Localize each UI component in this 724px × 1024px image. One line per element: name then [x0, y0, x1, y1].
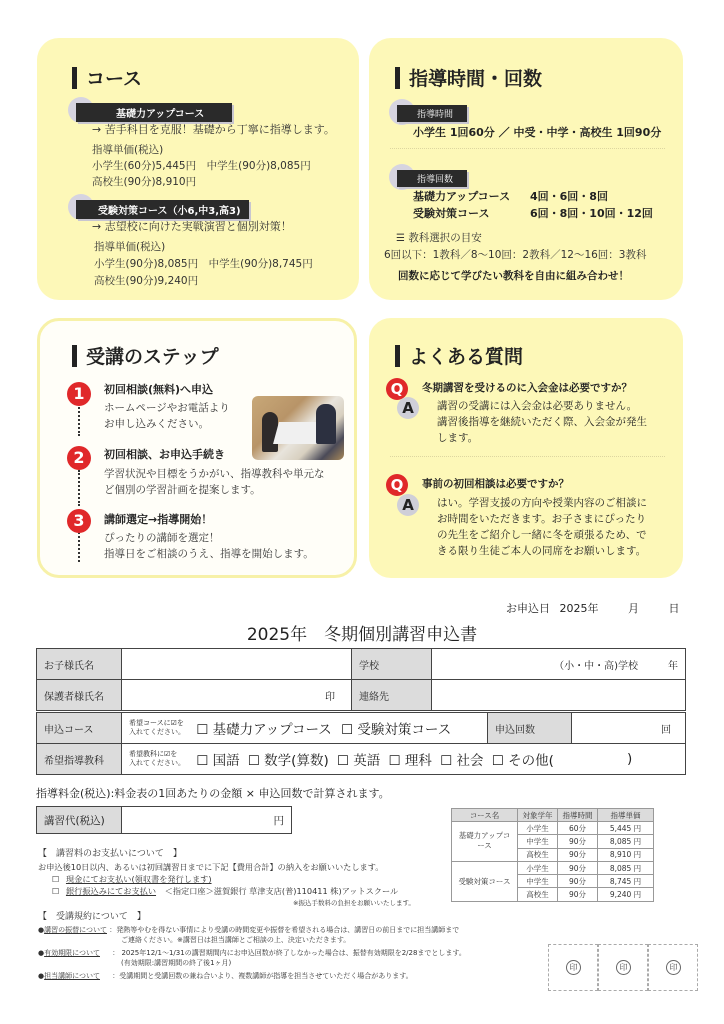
course-name-basic: 基礎力アップコース [452, 822, 518, 862]
course-name-exam: 受験対策コース [452, 861, 518, 901]
basic-price-line2: 高校生(90分)8,910円 [92, 176, 197, 188]
course-options [122, 713, 488, 744]
bullet-icon: ● [38, 926, 45, 934]
faq-answer-line: 講習の受講には入会金は必要ありません。 [437, 400, 638, 412]
basic-price-line1: 小学生(60分)5,445円 中学生(90分)8,085円 [92, 160, 311, 172]
count-field[interactable]: 回 [572, 713, 686, 744]
faq-heading [395, 342, 523, 369]
basic-count-name: 基礎力アップコース [413, 190, 511, 203]
faq-answer-line: します。 [437, 432, 479, 444]
rules-heading: 【 受講規約について 】 [38, 912, 146, 922]
seal-icon: 印 [666, 960, 681, 975]
application-form-lower [36, 712, 686, 775]
count-tag-label: 指導回数 [397, 170, 467, 187]
exam-course-tag [76, 200, 249, 219]
stamp-box [548, 944, 598, 991]
fee-box [36, 806, 292, 834]
basic-course-tag [76, 103, 232, 122]
heading-bar [395, 67, 400, 89]
header-price: 指導単価 [598, 809, 654, 822]
faq-answer-line: 講習後指導を継続いただく際、入会金が発生 [437, 416, 647, 428]
divider [390, 456, 665, 457]
price-cell: 8,085 円 [598, 835, 654, 848]
faq-answer-line: はい。学習支援の方向や授業内容のご相談に [437, 497, 647, 509]
step-text: ホームページやお電話より [104, 402, 230, 414]
course-heading [72, 64, 142, 91]
subject-options [122, 744, 686, 775]
faq-answer-line: きる限り生徒ご本人の同席をお願いします。 [437, 545, 647, 557]
step-text: 学習状況や目標をうかがい、指導教科や単元な [104, 468, 325, 480]
payment-heading: 【 講習料のお支払いについて 】 [38, 849, 182, 859]
child-name-field[interactable] [122, 649, 352, 680]
fee-label: 講習代(税込) [37, 807, 122, 834]
payment-option-cash[interactable] [52, 874, 212, 885]
exam-course-tag-label: 受験対策コース（小6,中3,高3) [76, 200, 249, 219]
application-date [506, 600, 680, 616]
grade-cell: 小学生 [518, 861, 558, 874]
contact-label: 連絡先 [352, 680, 432, 711]
step-title-3: 講師選定→指導開始！ [104, 513, 213, 526]
form-title: 2025年 冬期個別講習申込書 [246, 625, 478, 645]
bank-checkbox[interactable]: ☐ [52, 886, 60, 896]
basic-price-label: 指導単価(税込) [92, 144, 164, 156]
bullet-icon: ● [38, 972, 45, 980]
price-row [452, 822, 654, 835]
rule-item [38, 948, 466, 958]
heading-bar [72, 67, 77, 89]
price-cell: 8,910 円 [598, 848, 654, 861]
count-label: 申込回数 [488, 713, 572, 744]
count-tag [397, 170, 467, 187]
list-icon: ☰ [396, 233, 405, 244]
transfer-fee-note: ※振込手数料の負担をお願いいたします。 [293, 899, 415, 907]
guardian-name-label: 保護者様氏名 [37, 680, 122, 711]
basic-course-tag-label: 基礎力アップコース [76, 103, 232, 122]
date-label: お申込日 [506, 602, 550, 615]
exam-count-values: 6回・8回・10回・12回 [530, 207, 653, 220]
course-label: 申込コース [37, 713, 122, 744]
guide-title: 教科選択の目安 [408, 232, 482, 244]
bullet-icon: ● [38, 949, 45, 957]
guide-note: 回数に応じて学びたい教科を自由に組み合わせ！ [398, 270, 629, 282]
subject-math-checkbox[interactable]: ☐ 数学(算数) [247, 753, 329, 769]
payment-intro: お申込後10日以内、あるいは初回講習日までに下記【費用合計】の納入をお願いいたします。 [38, 862, 384, 872]
child-name-label: お子様氏名 [37, 649, 122, 680]
bank-option-label: 銀行振込みにてお支払い [65, 886, 157, 896]
guardian-name-field[interactable]: 印 [122, 680, 352, 711]
step-connector [78, 470, 80, 506]
step-text: ど個別の学習計画を提案します。 [104, 484, 261, 496]
contact-field[interactable] [432, 680, 686, 711]
step-text: ぴったりの講師を選定！ [104, 532, 220, 544]
time-heading [395, 64, 542, 91]
basic-count-values: 4回・6回・8回 [530, 190, 608, 203]
date-year: 2025年 [559, 602, 599, 615]
answer-mark-icon: A [397, 494, 419, 516]
cash-option-label: 現金にてお支払い(領収書を発行します) [65, 874, 212, 884]
guide-title-row [396, 230, 482, 247]
basic-course-checkbox[interactable]: ☐ 基礎力アップコース [196, 722, 332, 738]
guide-text: 6回以下：1教科／8〜10回：2教科／12〜16回：3教科 [384, 249, 647, 261]
form-row [37, 680, 686, 711]
course-title: コース [86, 68, 143, 90]
faq-question-1: 冬期講習を受けるのに入会金は必要ですか？ [422, 382, 632, 394]
heading-bar [72, 345, 77, 367]
time-cell: 60分 [558, 822, 598, 835]
header-time: 指導時間 [558, 809, 598, 822]
subject-other-checkbox[interactable]: ☐ その他( [491, 753, 554, 769]
date-month[interactable]: 月 [628, 602, 639, 615]
exam-count-name: 受験対策コース [413, 207, 490, 220]
question-mark-icon: Q [386, 474, 408, 496]
exam-price-line2: 高校生(90分)9,240円 [94, 275, 199, 287]
step-number-1: 1 [67, 382, 91, 406]
price-cell: 5,445 円 [598, 822, 654, 835]
stamp-box [598, 944, 648, 991]
rule-text: ：受講期間と受講回数の兼ね合いより、複数講師が指導を担当させていただく場合があります。 [112, 972, 413, 980]
step-text: お申し込みください。 [104, 418, 209, 430]
step-number-2: 2 [67, 446, 91, 470]
subject-other-close: ) [627, 751, 633, 767]
question-mark-icon: Q [386, 378, 408, 400]
application-form [36, 648, 686, 711]
subject-japanese-checkbox[interactable]: ☐ 国語 [196, 753, 240, 769]
seal-icon: 印 [616, 960, 631, 975]
grade-cell: 中学生 [518, 875, 558, 888]
faq-answer-line: の先生をご紹介し一緒に冬を頑張るため、で [437, 529, 647, 541]
school-label: 学校 [352, 649, 432, 680]
cash-checkbox[interactable]: ☐ [52, 874, 60, 884]
faq-answer-line: お時間をいただきます。お子さまにぴったり [437, 513, 647, 525]
step-number-3: 3 [67, 509, 91, 533]
steps-heading [72, 342, 219, 369]
fee-note: 指導料金(税込):料金表の1回あたりの金額 × 申込回数で計算されます。 [36, 787, 390, 800]
exam-price-label: 指導単価(税込) [94, 241, 166, 253]
subject-social-checkbox[interactable]: ☐ 社会 [440, 753, 484, 769]
subject-science-checkbox[interactable]: ☐ 理科 [388, 753, 432, 769]
header-grade: 対象学年 [518, 809, 558, 822]
price-cell: 9,240 円 [598, 888, 654, 901]
rule-text: (有効期限:講習期間の終了後1ヶ月) [121, 959, 232, 967]
price-table-header [452, 809, 654, 822]
time-cell: 90分 [558, 848, 598, 861]
answer-mark-icon: A [397, 397, 419, 419]
rule-title: 講習の振替について [44, 926, 107, 934]
rule-text: ：発熱等やむを得ない事情により受講の時間変更や振替を希望される場合は、講習日の前日までに担当講師まで [109, 926, 460, 934]
rule-title: 担当講師について [44, 972, 100, 980]
seal-icon: 印 [566, 960, 581, 975]
consultation-photo [252, 396, 344, 460]
step-title-2: 初回相談、お申込手続き [104, 448, 225, 461]
time-cell: 90分 [558, 861, 598, 874]
time-cell: 90分 [558, 875, 598, 888]
exam-price-line1: 小学生(90分)8,085円 中学生(90分)8,745円 [94, 258, 313, 270]
rule-title: 有効期限について [44, 949, 100, 957]
grade-cell: 小学生 [518, 822, 558, 835]
price-cell: 8,085 円 [598, 861, 654, 874]
subject-english-checkbox[interactable]: ☐ 英語 [336, 753, 381, 769]
faq-title: よくある質問 [409, 346, 524, 368]
form-row [37, 713, 686, 744]
price-table [451, 808, 654, 902]
rule-text: ： 2025年12/1〜1/31の講習期間内にお申込回数が終了しなかった場合は、振替有効期限を2/28までとします。 [112, 949, 466, 957]
subject-label: 希望指導教科 [37, 744, 122, 775]
payment-option-bank[interactable] [52, 886, 398, 897]
rule-text: ご連絡ください。※講習日は担当講師とご相談の上、決定いただきます。 [121, 936, 351, 944]
exam-course-checkbox[interactable]: ☐ 受験対策コース [340, 722, 452, 738]
step-title-1: 初回相談(無料)へ申込 [104, 383, 214, 396]
time-text: 小学生 1回60分 ／ 中受・中学・高校生 1回90分 [413, 126, 662, 139]
rule-item [38, 971, 413, 981]
header-course: コース名 [452, 809, 518, 822]
steps-title: 受講のステップ [86, 346, 219, 368]
subject-hint: 希望教科に☑を 入れてください。 [129, 750, 185, 767]
heading-bar [395, 345, 400, 367]
time-tag-label: 指導時間 [397, 105, 467, 122]
time-tag [397, 105, 467, 122]
form-row [37, 744, 686, 775]
photo-teacher [316, 404, 336, 444]
school-field[interactable]: （小・中・高)学校 年 [432, 649, 686, 680]
fee-field[interactable]: 円 [122, 807, 292, 834]
price-cell: 8,745 円 [598, 875, 654, 888]
time-cell: 90分 [558, 888, 598, 901]
stamp-box [648, 944, 698, 991]
price-row [452, 861, 654, 874]
time-cell: 90分 [558, 835, 598, 848]
course-hint: 希望コースに☑を 入れてください。 [129, 719, 185, 736]
grade-cell: 高校生 [518, 848, 558, 861]
divider [390, 148, 665, 149]
form-row [37, 649, 686, 680]
bank-account-detail: ＜指定口座＞滋賀銀行 草津支店(普)110411 株)アットスクール [164, 886, 399, 896]
step-connector [78, 532, 80, 562]
grade-cell: 高校生 [518, 888, 558, 901]
faq-question-2: 事前の初回相談は必要ですか？ [422, 478, 569, 490]
time-title: 指導時間・回数 [409, 68, 543, 90]
exam-course-desc: → 志望校に向けた実戦演習と個別対策！ [92, 220, 292, 233]
rule-item [38, 925, 459, 935]
date-day[interactable]: 日 [668, 602, 680, 615]
basic-course-desc: → 苦手科目を克服！基礎から丁寧に指導します。 [92, 123, 335, 136]
grade-cell: 中学生 [518, 835, 558, 848]
step-text: 指導日をご相談のうえ、指導を開始します。 [104, 548, 314, 560]
